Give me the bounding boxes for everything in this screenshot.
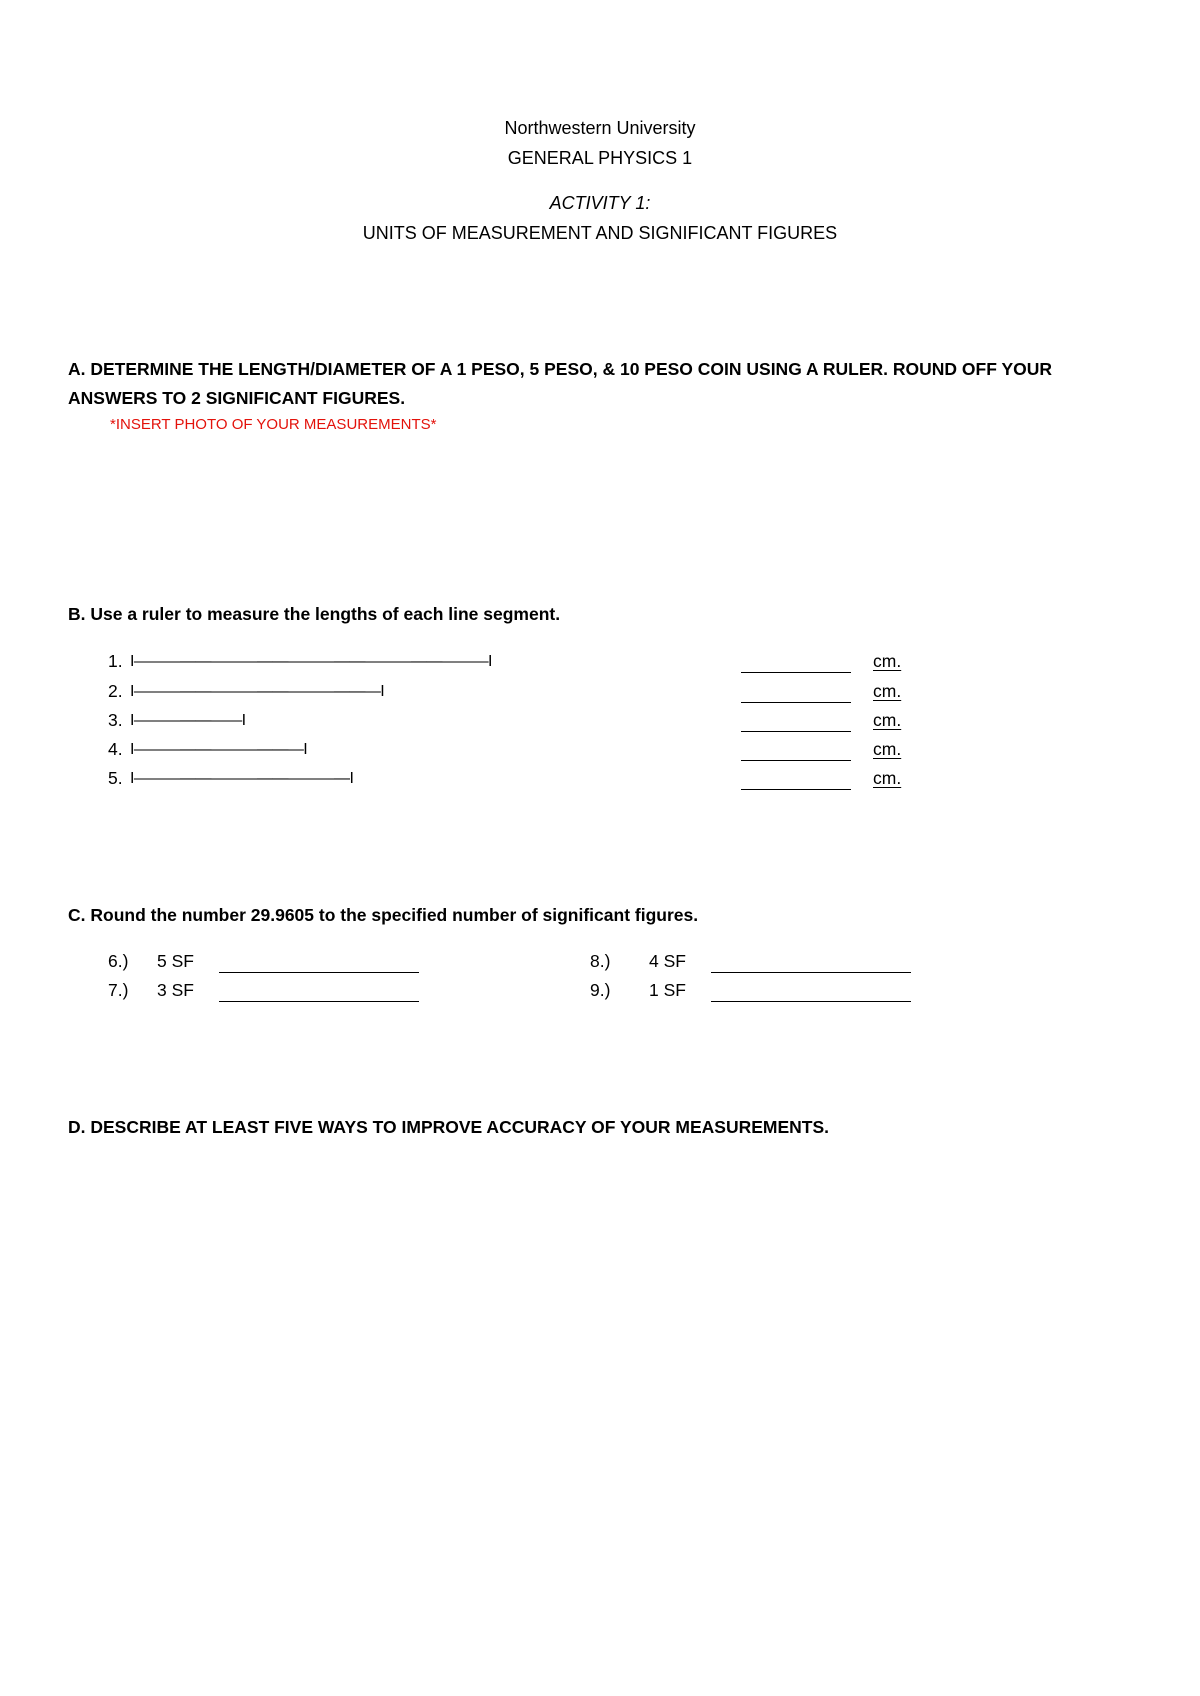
list-item-number: 2. — [108, 681, 123, 701]
line-segment-4: I———————————I — [130, 741, 308, 758]
section-a-heading-line1: A. DETERMINE THE LENGTH/DIAMETER OF A 1 PESO, 5 PESO, & 10 PESO COIN USING A RULER. ROUND OFF YOUR — [68, 359, 1052, 379]
list-item-number: 1. — [108, 651, 123, 671]
unit-label-2: cm. — [873, 681, 902, 701]
answer-blank-8[interactable] — [711, 972, 911, 973]
line-segment-1: I———————————————————————I — [130, 653, 492, 670]
section-c-heading: C. Round the number 29.9605 to the specified number of significant figures. — [68, 905, 699, 925]
sf-label: 1 SF — [649, 980, 686, 1000]
answer-blank-3[interactable] — [741, 731, 851, 732]
line-segment-3: I———————I — [130, 712, 246, 729]
list-item-number: 3. — [108, 710, 123, 730]
unit-label-4: cm. — [873, 739, 902, 759]
section-d-heading: D. DESCRIBE AT LEAST FIVE WAYS TO IMPROVE ACCURACY OF YOUR MEASUREMENTS. — [68, 1117, 830, 1137]
answer-blank-9[interactable] — [711, 1001, 911, 1002]
activity-topic: UNITS OF MEASUREMENT AND SIGNIFICANT FIGURES — [362, 223, 838, 243]
list-item-number: 6.) — [108, 951, 129, 971]
answer-blank-5[interactable] — [741, 789, 851, 790]
unit-label-5: cm. — [873, 768, 902, 788]
unit-label-3: cm. — [873, 710, 902, 730]
answer-blank-1[interactable] — [741, 672, 851, 673]
line-segment-5: I——————————————I — [130, 770, 354, 787]
list-item-number: 7.) — [108, 980, 129, 1000]
section-a-heading-line2: ANSWERS TO 2 SIGNIFICANT FIGURES. — [68, 388, 406, 408]
list-item-number: 9.) — [590, 980, 611, 1000]
sf-label: 4 SF — [649, 951, 686, 971]
section-b-heading: B. Use a ruler to measure the lengths of each line segment. — [68, 604, 561, 624]
list-item-number: 5. — [108, 768, 123, 788]
course-title: GENERAL PHYSICS 1 — [507, 148, 693, 168]
line-segment-2: I————————————————I — [130, 683, 385, 700]
answer-blank-4[interactable] — [741, 760, 851, 761]
sf-label: 5 SF — [157, 951, 194, 971]
unit-label-1: cm. — [873, 651, 902, 671]
sf-label: 3 SF — [157, 980, 194, 1000]
answer-blank-7[interactable] — [219, 1001, 419, 1002]
list-item-number: 4. — [108, 739, 123, 759]
list-item-number: 8.) — [590, 951, 611, 971]
answer-blank-6[interactable] — [219, 972, 419, 973]
activity-label: ACTIVITY 1: — [549, 193, 651, 213]
answer-blank-2[interactable] — [741, 702, 851, 703]
insert-photo-note: *INSERT PHOTO OF YOUR MEASUREMENTS* — [110, 416, 437, 433]
university-name: Northwestern University — [504, 118, 696, 138]
